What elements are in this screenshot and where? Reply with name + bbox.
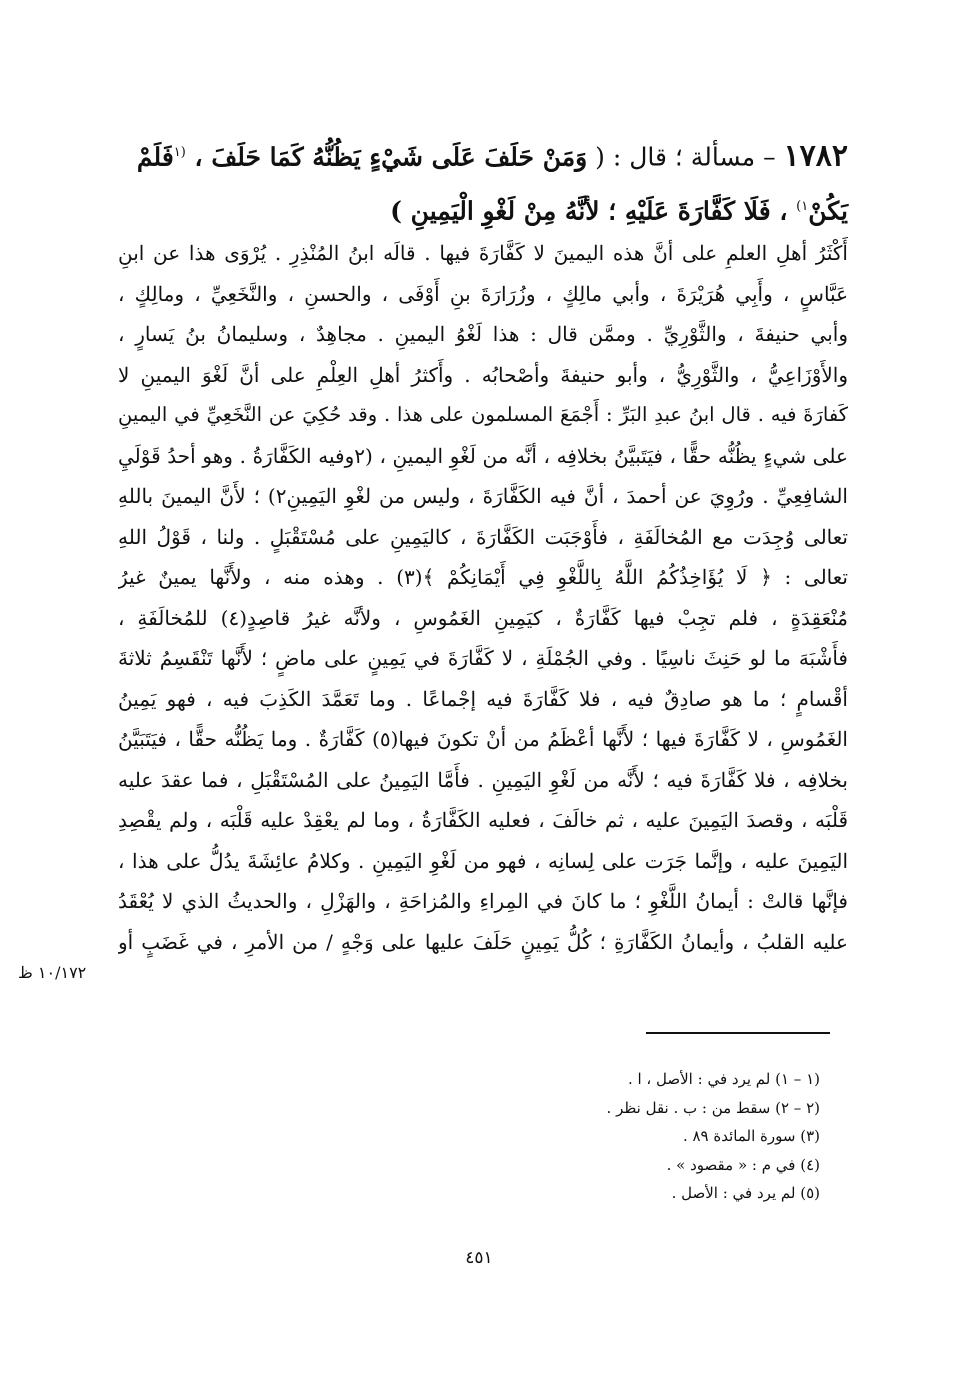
heading-footnote-mark-close: ١) — [796, 199, 809, 215]
text-line: فإنَّها قالتْ : أيمانُ اللَّغْوِ ؛ ما كانَ في المِراءِ والمُزاحَةِ ، والهَزْلِ ، والحديثُ الذي لا يُعْقَدُ — [118, 889, 848, 913]
footnote: (٢ – ٢) سقط من : ب . نقل نظر . — [606, 1098, 820, 1117]
text-line: أَكْثَرُ أهلِ العلمِ على أنَّ هذه اليمينَ لا كَفَّارَةَ فيها . قالَه ابنُ المُنْذِرِ . يُرْوَى هذا عن ابنِ — [118, 241, 848, 265]
footnotes — [320, 1065, 820, 1208]
footnote: (١ – ١) لم يرد في : الأصل ، ا . — [627, 1070, 820, 1088]
heading-intro: مسألة ؛ قال : ( — [587, 142, 756, 172]
text-line: تعالى : ﴿ لَا يُؤَاخِذُكُمُ اللَّهُ بِاللَّغْوِ فِي أَيْمَانِكُمْ ﴾(٣) . وهذه منه ، ولأَنَّها يمينٌ غيرُ — [118, 565, 848, 589]
heading-quote-line1-end: فَلَمْ — [136, 142, 174, 172]
text-line: والأَوْزَاعِيُّ ، والثَّوْرِيُّ ، وأبو حنيفةَ وأصْحابُه . وأَكثرُ أهلِ العِلْمِ على أنَّ لَغْوَ اليمينِ لا — [118, 362, 848, 387]
text-line: وأبي حنيفةَ ، والثَّوْرِيِّ . وممَّن قال : هذا لَغْوُ اليمينِ . مجاهِدٌ ، وسليمانُ بنُ يَسارٍ ، — [118, 322, 848, 346]
footnote: (٣) سورة المائدة ٨٩ . — [682, 1127, 820, 1145]
issue-number: ١٧٨٢ — [783, 138, 848, 174]
page-number: ٤٥١ — [465, 1248, 493, 1268]
heading-quote-line1: وَمَنْ حَلَفَ عَلَى شَيْءٍ يَظُنُّهُ كَمَا حَلَفَ ، — [185, 142, 588, 172]
text-line: الغَمُوسِ ، لا كَفَّارَةَ فيها ؛ لأَنَّها أعْظَمُ من أنْ تكونَ فيها(٥) كَفَّارَةٌ . وما يَظُنُّه حقًّا ، فيَتَبَيَّنُ — [118, 727, 848, 751]
footnote-divider — [646, 1032, 830, 1034]
main-text — [118, 233, 848, 962]
text-line: على شيءٍ يظُنُّه حقًّا ، فيَتَبيَّنُ بخلافِه ، أنَّه من لَغْوِ اليمينِ ، (٢وفيه الكَفَّارَةُ . وهو أحدُ قَوْلَيِ — [118, 443, 848, 468]
text-line: عليه القلبُ ، وأيمانُ الكَفَّارَةِ ؛ كُلُّ يَمِينٍ حَلَفَ عليها على وَجْهٍ / من الأمرِ ، في غَضَبٍ أو — [118, 929, 848, 954]
text-line: الشافِعِيِّ . ورُوِيَ عن أحمدَ ، أنَّ فيه الكَفَّارَةَ ، وليس من لغْوِ اليَمِينِ٢) ؛ لأَنَّ اليمينَ باللهِ — [118, 484, 848, 508]
text-line: بخلافِه ، فلا كَفَّارَةَ فيه ؛ لأَنَّه من لَغْوِ اليَمِينِ . فأَمَّا اليَمِينُ على المُسْتَقْبَلِ ، فما عقدَ عليه — [118, 767, 848, 792]
text-line: أقْسامٍ ؛ ما هو صادِقٌ فيه ، فلا كَفَّارَةَ فيه إجْماعًا . وما تَعَمَّدَ الكَذِبَ فيه ، فهو يَمِينُ — [118, 686, 848, 711]
text-line: تعالى وُجِدَت مع المُخالَفَةِ ، فأَوْجَبَت الكَفَّارَةَ ، كاليَمِينِ على مُسْتَقْبَلٍ . ولنا ، قَوْلُ اللهِ — [118, 524, 848, 549]
text-line: مُنْعَقِدَةٍ ، فلم تجِبْ فيها كَفَّارَةٌ ، كيَمِينِ الغَمُوسِ ، ولأنَّه غيرُ قاصِدٍ(٤) للمُخالَفَةِ ، — [118, 605, 848, 630]
text-line: قَلْبَه ، وقصدَ اليَمِينَ عليه ، ثم خالَفَ ، فعليه الكَفَّارَةُ ، وما لم يعْقِدْ عليه قَلْبَه ، ولم يقْصِدِ — [118, 808, 848, 832]
heading-dash: – — [755, 142, 784, 172]
text-line: كَفارَةَ فيه . قال ابنُ عبدِ البَرِّ : أَجْمَعَ المسلمون على هذا . وقد حُكِيَ عن النَّخَعِيِّ في اليمينِ — [118, 403, 848, 426]
text-line: فأَشْبَهَ ما لو حَنِثَ ناسِيًا . وفي الجُمْلَةِ ، لا كَفَّارَةَ في يَمِينٍ على ماضٍ ؛ لأَنَّها تَنْقَسِمُ ثلاثةَ — [118, 646, 848, 670]
text-line: اليَمِينَ عليه ، وإنَّما جَرَت على لِسانِه ، فهو من لَغْوِ اليَمِينِ . وكلامُ عائِشَةَ يدُلُّ على هذا ، — [118, 848, 848, 873]
heading-quote-line2: يَكُنْ — [808, 196, 848, 226]
text-line: عَبَّاسٍ ، وأَبِي هُرَيْرَةَ ، وأبي مالِكٍ ، وزُرَارَةَ بنِ أَوْفَى ، والحسنِ ، والنَّخَعِيِّ ، ومالِكٍ ، — [118, 281, 848, 306]
heading-footnote-mark-open: (١ — [173, 145, 186, 160]
issue-heading — [98, 128, 848, 237]
footnote: (٤) في م : « مقصود » . — [666, 1155, 820, 1174]
footnote: (٥) لم يرد في : الأصل . — [671, 1184, 820, 1202]
manuscript-folio-note: ١٠/١٧٢ ظ — [18, 963, 87, 982]
heading-quote-line2-rest: ، فَلَا كَفَّارَةَ عَلَيْهِ ؛ لأنَّهُ مِنْ لَغْوِ الْيَمِينِ ) — [390, 196, 797, 226]
